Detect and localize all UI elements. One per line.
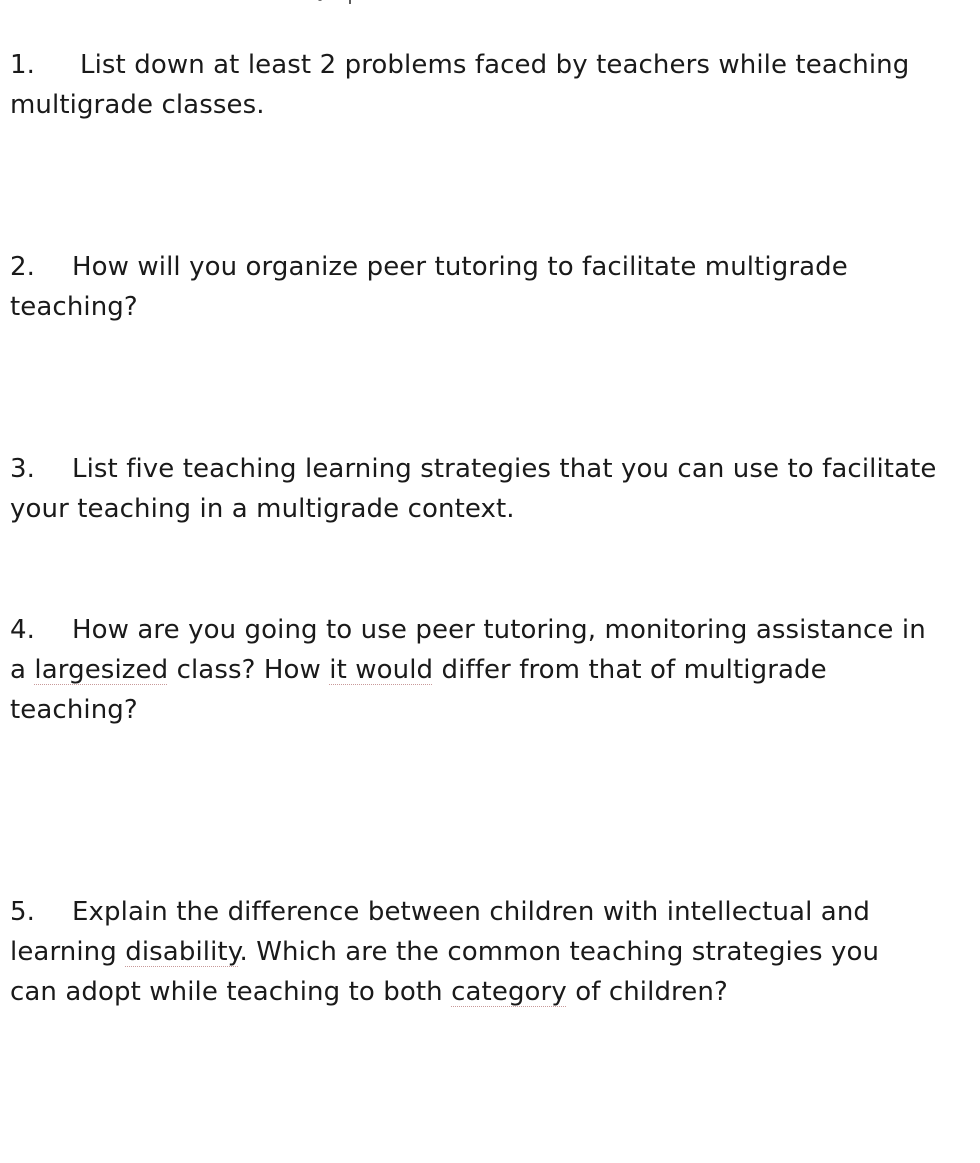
grammar-flagged-phrase: it would — [329, 655, 434, 685]
question-2-number: 2. — [10, 252, 36, 282]
question-1-text-line-1: List down at least 2 problems faced by teachers while teaching — [80, 50, 910, 80]
question-5 — [10, 892, 970, 1012]
question-2 — [10, 247, 970, 327]
text-segment: learning — [10, 937, 126, 967]
question-4-text-line-2 — [10, 650, 970, 690]
spellcheck-word: disability — [125, 937, 240, 967]
clipped-glyphs-icon — [280, 0, 400, 6]
spellcheck-word: largesized — [34, 655, 169, 685]
question-3-text-line-1: List five teaching learning strategies that you can use to facilitate — [72, 454, 937, 484]
question-3-text-line-2: your teaching in a multigrade context. — [10, 494, 515, 524]
question-1-text-line-2: multigrade classes. — [10, 90, 265, 120]
clipped-header-text — [280, 0, 400, 6]
question-1 — [10, 45, 970, 125]
text-segment: class? How — [168, 655, 330, 685]
question-5-text-line-1: Explain the difference between children with intellectual and — [72, 897, 870, 927]
question-3 — [10, 449, 970, 529]
question-3-number: 3. — [10, 454, 36, 484]
question-4 — [10, 610, 970, 730]
question-2-line-1 — [10, 247, 970, 287]
question-5-line-1 — [10, 892, 970, 932]
question-5-text-line-2 — [10, 932, 970, 972]
question-4-text-line-3: teaching? — [10, 695, 138, 725]
question-5-number: 5. — [10, 897, 36, 927]
text-segment: differ from that of multigrade — [433, 655, 827, 685]
question-4-number: 4. — [10, 615, 36, 645]
question-2-text-line-1: How will you organize peer tutoring to facilitate multigrade — [72, 252, 848, 282]
question-2-text-line-2: teaching? — [10, 292, 138, 322]
question-5-text-line-3 — [10, 972, 970, 1012]
question-1-line-1 — [10, 45, 970, 85]
question-4-line-1 — [10, 610, 970, 650]
question-3-line-1 — [10, 449, 970, 489]
text-segment: a — [10, 655, 35, 685]
question-1-number: 1. — [10, 50, 36, 80]
text-segment: of children? — [566, 977, 728, 1007]
text-segment: can adopt while teaching to both — [10, 977, 452, 1007]
text-segment: . Which are the common teaching strategies you — [239, 937, 880, 967]
question-4-text-line-1: How are you going to use peer tutoring, monitoring assistance in — [72, 615, 926, 645]
grammar-flagged-word: category — [451, 977, 567, 1007]
